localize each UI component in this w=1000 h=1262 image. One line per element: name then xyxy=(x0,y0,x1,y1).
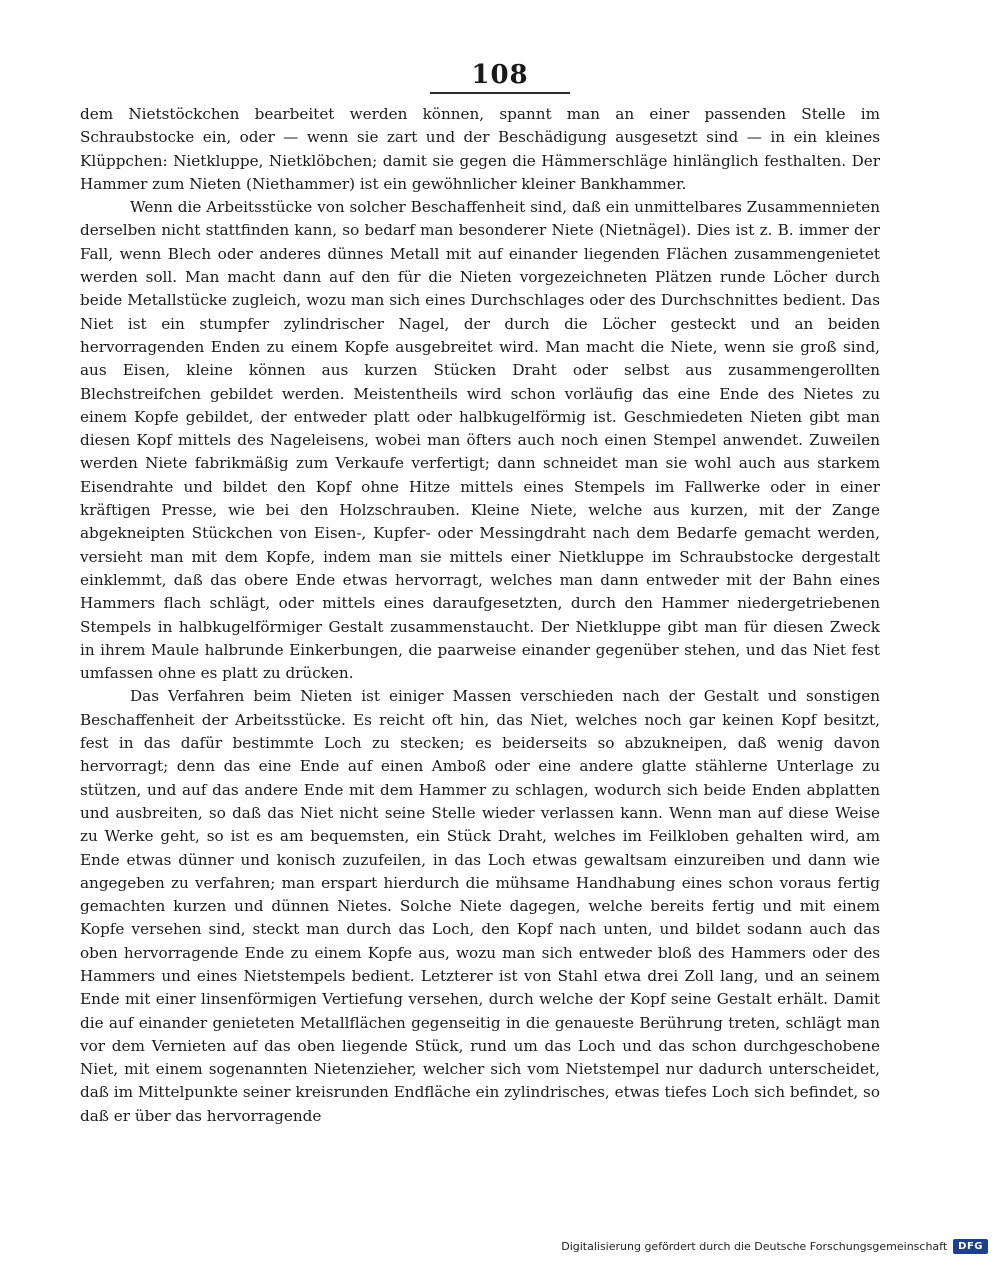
footer-credit: Digitalisierung gefördert durch die Deutsche Forschungsgemeinschaft xyxy=(561,1240,948,1253)
page-number: 108 xyxy=(471,60,529,90)
body-text xyxy=(80,103,880,1128)
paragraph-verfahren: Das Verfahren beim Nieten ist einiger Massen verschieden nach der Gestalt und sonstigen Beschaffenheit der Arbeitsstücke. Es reicht oft hin, das Niet, welches noch gar keinen Kopf besitzt, fest in das dafür bestimmte Loch zu stecken; es beiderseits so abzukneipen, daß wenig davon hervorragt; denn das eine Ende auf einen Amboß oder eine andere glatte stählerne Unterlage zu stützen, und auf das andere Ende mit dem Hammer zu schlagen, wodurch sich beide Enden abplatten und ausbreiten, so daß das Niet nicht seine Stelle wieder verlassen kann. Wenn man auf diese Weise zu Werke geht, so ist es am bequemsten, ein Stück Draht, welches im Feilkloben gehalten wird, am Ende etwas dünner und konisch zuzufeilen, in das Loch etwas gewaltsam einzureiben und dann wie angegeben zu verfahren; man erspart hierdurch die mühsame Handhabung eines schon voraus fertig gemachten kurzen und dünnen Nietes. Solche Niete dagegen, welche bereits fertig und mit einem Kopfe versehen sind, steckt man durch das Loch, den Kopf nach unten, und bildet sodann auch das oben hervorragende Ende zu einem Kopfe aus, wozu man sich entweder bloß des Hammers oder des Hammers und eines Nietstempels bedient. Letzterer ist von Stahl etwa drei Zoll lang, und an seinem Ende mit einer linsenförmigen Vertiefung versehen, durch welche der Kopf seine Gestalt erhält. Damit die auf einander genieteten Metallflächen gegenseitig in die genaueste Berührung treten, schlägt man vor dem Vernieten auf das oben liegende Stück, rund um das Loch und das schon durchgeschobene Niet, mit einem sogenannten Nietenzieher, welcher sich vom Nietstempel nur dadurch unterscheidet, daß im Mittelpunkte seiner kreisrunden Endfläche ein zylindrisches, etwas tiefes Loch sich befindet, so daß er über das hervorragende xyxy=(80,687,880,1125)
paragraph-niete: Wenn die Arbeitsstücke von solcher Beschaffenheit sind, daß ein unmittelbares Zusammennieten derselben nicht stattfinden kann, so bedarf man besonderer Niete (Nietnägel). Dies ist z. B. immer der Fall, wenn Blech oder anderes dünnes Metall mit auf einander liegenden Flächen zusammengenietet werden soll. Man macht dann auf den für die Nieten vorgezeichneten Plätzen runde Löcher durch beide Metallstücke zugleich, wozu man sich eines Durchschlages oder des Durchschnittes bedient. Das Niet ist ein stumpfer zylindrischer Nagel, der durch die Löcher gesteckt und an beiden hervorragenden Enden zu einem Kopfe ausgebreitet wird. Man macht die Niete, wenn sie groß sind, aus Eisen, kleine können aus kurzen Stücken Draht oder selbst aus zusammengerollten Blechstreifchen gebildet werden. Meistentheils wird schon vorläufig das eine Ende des Nietes zu einem Kopfe gebildet, der entweder platt oder halbkugelförmig ist. Geschmiedeten Nieten gibt man diesen Kopf mittels des Nageleisens, wobei man öfters auch noch einen Stempel anwendet. Zuweilen werden Niete fabrikmäßig zum Verkaufe verfertigt; dann schneidet man sie wohl auch aus starkem Eisendrahte und bildet den Kopf ohne Hitze mittels eines Stempels im Fallwerke oder in einer kräftigen Presse, wie bei den Holzschrauben. Kleine Niete, welche aus kurzen, mit der Zange abgekneipten Stückchen von Eisen-, Kupfer- oder Messingdraht nach dem Bedarfe gemacht werden, versieht man mit dem Kopfe, indem man sie mittels einer Nietkluppe im Schraubstocke dergestalt einklemmt, daß das obere Ende etwas hervorragt, welches man dann entweder mit der Bahn eines Hammers flach schlägt, oder mittels eines daraufgesetzten, durch den Hammer niedergetriebenen Stempels in halbkugelförmiger Gestalt zusammenstaucht. Der Nietkluppe gibt man für diesen Zweck in ihrem Maule halbrunde Einkerbungen, die paarweise einander gegenüber stehen, und das Niet fest umfassen ohne es platt zu drücken. xyxy=(80,198,880,683)
digitization-footer xyxy=(561,1239,988,1254)
paragraph-continued: dem Nietstöckchen bearbeitet werden können, spannt man an einer passenden Stelle im Schraubstocke ein, oder — wenn sie zart und der Beschädigung ausgesetzt sind — in ein kleines Klüppchen: Nietkluppe, Nietklöbchen; damit sie gegen die Hämmerschläge hinlänglich festhalten. Der Hammer zum Nieten (Niethammer) ist ein gewöhnlicher kleiner Bankhammer. xyxy=(80,105,880,193)
dfg-logo: DFG xyxy=(953,1239,988,1254)
page-number-rule xyxy=(430,92,570,94)
